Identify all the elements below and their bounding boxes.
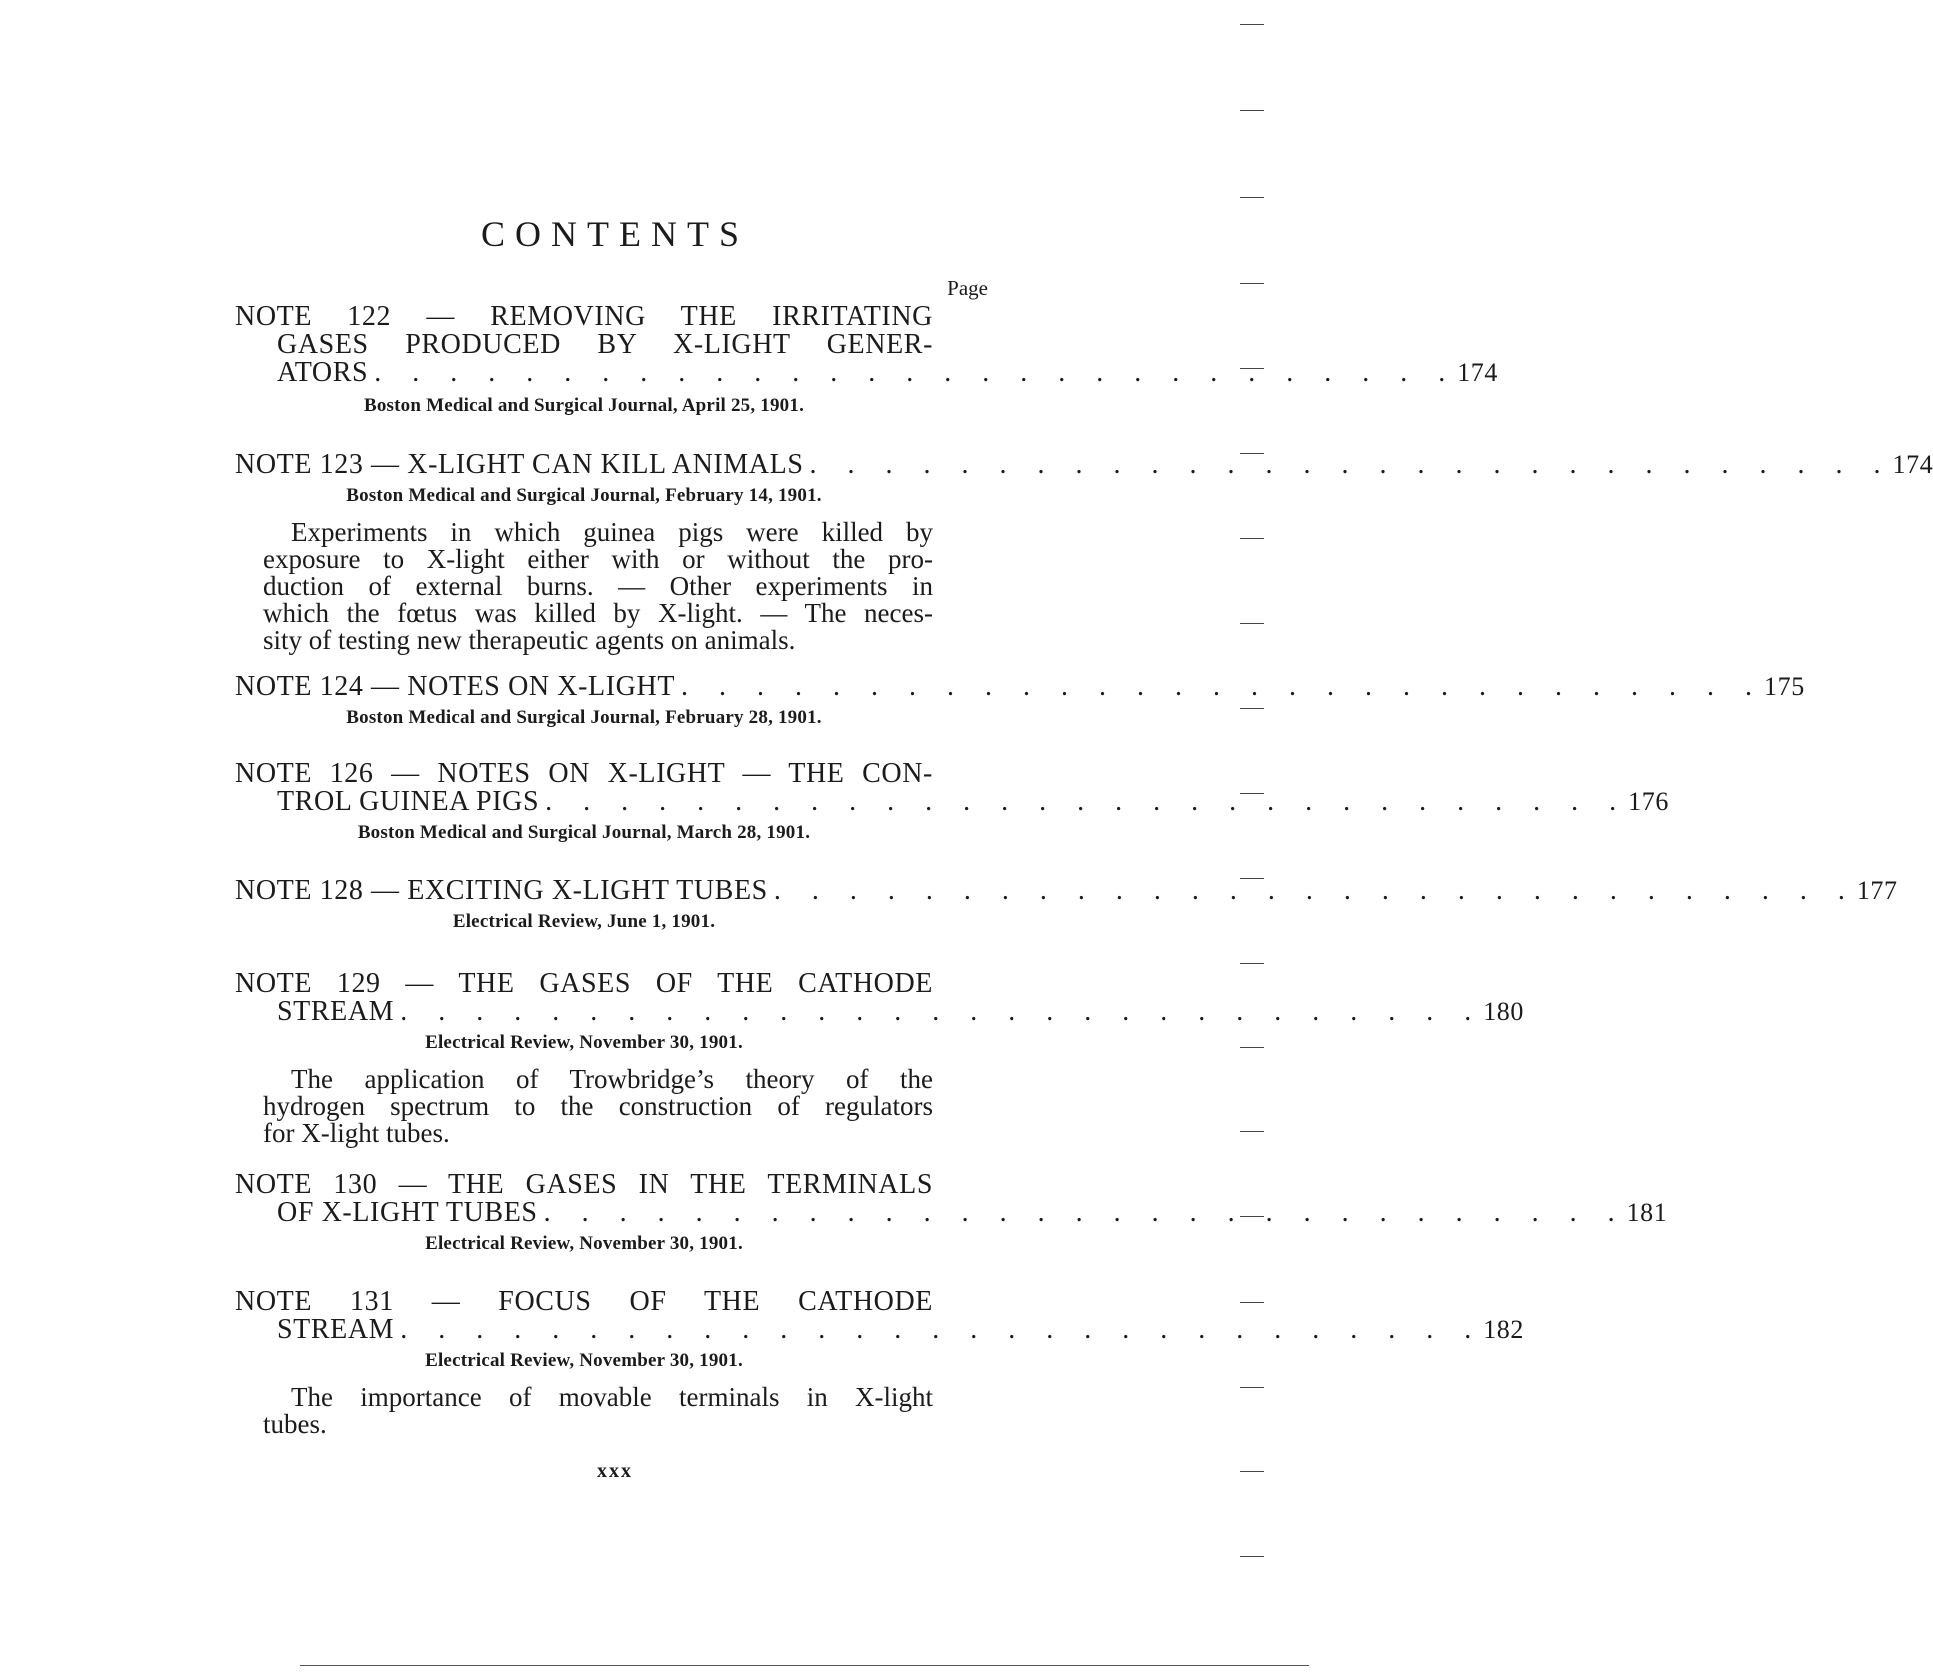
scan-edge-mark [1240, 708, 1264, 709]
scan-edge-mark [1240, 368, 1264, 369]
abstract-line: duction of external burns. — Other experiments in [263, 571, 933, 601]
scan-edge-mark [1240, 623, 1264, 624]
leader-dots: . . . . . . . . . . . . . . . . . . . . . . . . . . . . . [681, 671, 1765, 702]
entry-heading-line: OF X-LIGHT TUBES [277, 1197, 538, 1228]
scan-edge-mark [1240, 1471, 1264, 1472]
entry-heading-line: NOTE 124 — NOTES ON X-LIGHT [235, 671, 676, 702]
abstract-line: tubes. [263, 1409, 327, 1439]
toc-entry-note-128 [235, 875, 1898, 933]
leader-dots: . . . . . . . . . . . . . . . . . . . . . . . . . . . . . [543, 1197, 1627, 1228]
scan-edge-mark [1240, 283, 1264, 284]
entry-heading-line: NOTE 128 — EXCITING X-LIGHT TUBES [235, 875, 768, 906]
entry-page-number: 180 [1483, 997, 1524, 1026]
page-folio: xxx [597, 1460, 633, 1482]
scan-edge-mark [1240, 1216, 1264, 1217]
entry-source: Electrical Review, November 30, 1901. [425, 1233, 743, 1254]
leader-dots: . . . . . . . . . . . . . . . . . . . . . . . . . . . . . [400, 996, 1484, 1027]
entry-page-number: 177 [1856, 876, 1898, 905]
entry-abstract [263, 1066, 933, 1147]
toc-entry-note-123 [235, 449, 1933, 655]
entry-heading-line: NOTE 131 — FOCUS OF THE CATHODE [235, 1286, 933, 1317]
entry-heading-line: ATORS [277, 357, 369, 388]
entry-source: Electrical Review, November 30, 1901. [425, 1032, 743, 1053]
scan-edge-mark [1240, 453, 1264, 454]
entry-heading-last-line [235, 786, 1669, 817]
entry-abstract [263, 519, 933, 654]
entry-heading-line: NOTE 129 — THE GASES OF THE CATHODE [235, 968, 933, 999]
abstract-line: hydrogen spectrum to the construction of regulators [263, 1091, 933, 1121]
scan-edge-mark [1240, 793, 1264, 794]
toc-entry-note-122 [235, 301, 1498, 417]
scan-edge-mark [1240, 538, 1264, 539]
entry-heading-last-line [235, 449, 1933, 480]
entry-heading-last-line [235, 1197, 1668, 1228]
scan-edge-mark [1240, 878, 1264, 879]
scan-edge-mark [1240, 1047, 1264, 1048]
abstract-line: Experiments in which guinea pigs were killed by [291, 517, 933, 547]
entry-heading-line: STREAM [277, 1314, 395, 1345]
toc-entry-note-129 [235, 968, 1524, 1148]
scan-edge-mark [1240, 963, 1264, 964]
entry-page-number: 174 [1457, 358, 1498, 387]
entry-source: Electrical Review, November 30, 1901. [425, 1350, 743, 1371]
contents-title: CONTENTS [481, 214, 749, 254]
entry-page-number: 174 [1892, 450, 1933, 479]
abstract-line: for X-light tubes. [263, 1118, 450, 1148]
entry-source: Boston Medical and Surgical Journal, March 28, 1901. [357, 822, 811, 843]
toc-entry-note-124 [235, 671, 1805, 729]
entry-heading-line: NOTE 130 — THE GASES IN THE TERMINALS [235, 1169, 933, 1200]
entry-heading-last-line [235, 875, 1898, 906]
entry-heading-line: NOTE 126 — NOTES ON X-LIGHT — THE CON- [235, 758, 933, 789]
scan-edge-mark [1240, 1302, 1264, 1303]
toc-entry-note-131 [235, 1286, 1524, 1439]
scan-edge-mark [1240, 110, 1264, 111]
entry-heading-last-line [235, 357, 1498, 388]
entry-source: Electrical Review, June 1, 1901. [452, 911, 716, 932]
toc-entry-note-130 [235, 1169, 1668, 1255]
entry-heading-line: GASES PRODUCED BY X-LIGHT GENER- [277, 329, 933, 360]
entry-abstract [263, 1384, 933, 1438]
scan-edge-mark [1240, 24, 1264, 25]
leader-dots: . . . . . . . . . . . . . . . . . . . . . . . . . . . . . [809, 449, 1893, 480]
toc-entry-note-126 [235, 758, 1669, 844]
entry-page-number: 176 [1628, 787, 1669, 816]
abstract-line: which the fœtus was killed by X-light. — The neces- [263, 598, 933, 628]
scan-edge-mark [1240, 1387, 1264, 1388]
leader-dots: . . . . . . . . . . . . . . . . . . . . . . . . . . . . . [374, 357, 1458, 388]
entry-page-number: 175 [1764, 672, 1805, 701]
entry-heading-last-line [235, 671, 1805, 702]
entry-heading-line: NOTE 123 — X-LIGHT CAN KILL ANIMALS [235, 449, 804, 480]
scan-edge-mark [1240, 1556, 1264, 1557]
page-bottom-edge [300, 1665, 1309, 1666]
entry-source: Boston Medical and Surgical Journal, April 25, 1901. [363, 395, 805, 416]
abstract-line: The importance of movable terminals in X-light [291, 1382, 933, 1412]
entry-heading-last-line [235, 996, 1524, 1027]
scan-edge-mark [1240, 197, 1264, 198]
abstract-line: exposure to X-light either with or without the pro- [263, 544, 933, 574]
entry-heading-last-line [235, 1314, 1524, 1345]
leader-dots: . . . . . . . . . . . . . . . . . . . . . . . . . . . . . [545, 786, 1629, 817]
leader-dots: . . . . . . . . . . . . . . . . . . . . . . . . . . . . . [773, 875, 1857, 906]
scan-edge-mark [1240, 1131, 1264, 1132]
entry-source: Boston Medical and Surgical Journal, February 14, 1901. [346, 485, 822, 506]
entry-page-number: 181 [1626, 1198, 1668, 1227]
abstract-line: sity of testing new therapeutic agents on animals. [263, 625, 796, 655]
entry-source: Boston Medical and Surgical Journal, February 28, 1901. [346, 707, 822, 728]
leader-dots: . . . . . . . . . . . . . . . . . . . . . . . . . . . . . [400, 1314, 1484, 1345]
entry-page-number: 182 [1483, 1315, 1524, 1344]
entry-heading-line: TROL GUINEA PIGS [277, 786, 540, 817]
entry-heading-line: NOTE 122 — REMOVING THE IRRITATING [235, 301, 933, 332]
abstract-line: The application of Trowbridge’s theory of the [291, 1064, 933, 1094]
page-column-label: Page [947, 276, 988, 300]
entry-heading-line: STREAM [277, 996, 395, 1027]
